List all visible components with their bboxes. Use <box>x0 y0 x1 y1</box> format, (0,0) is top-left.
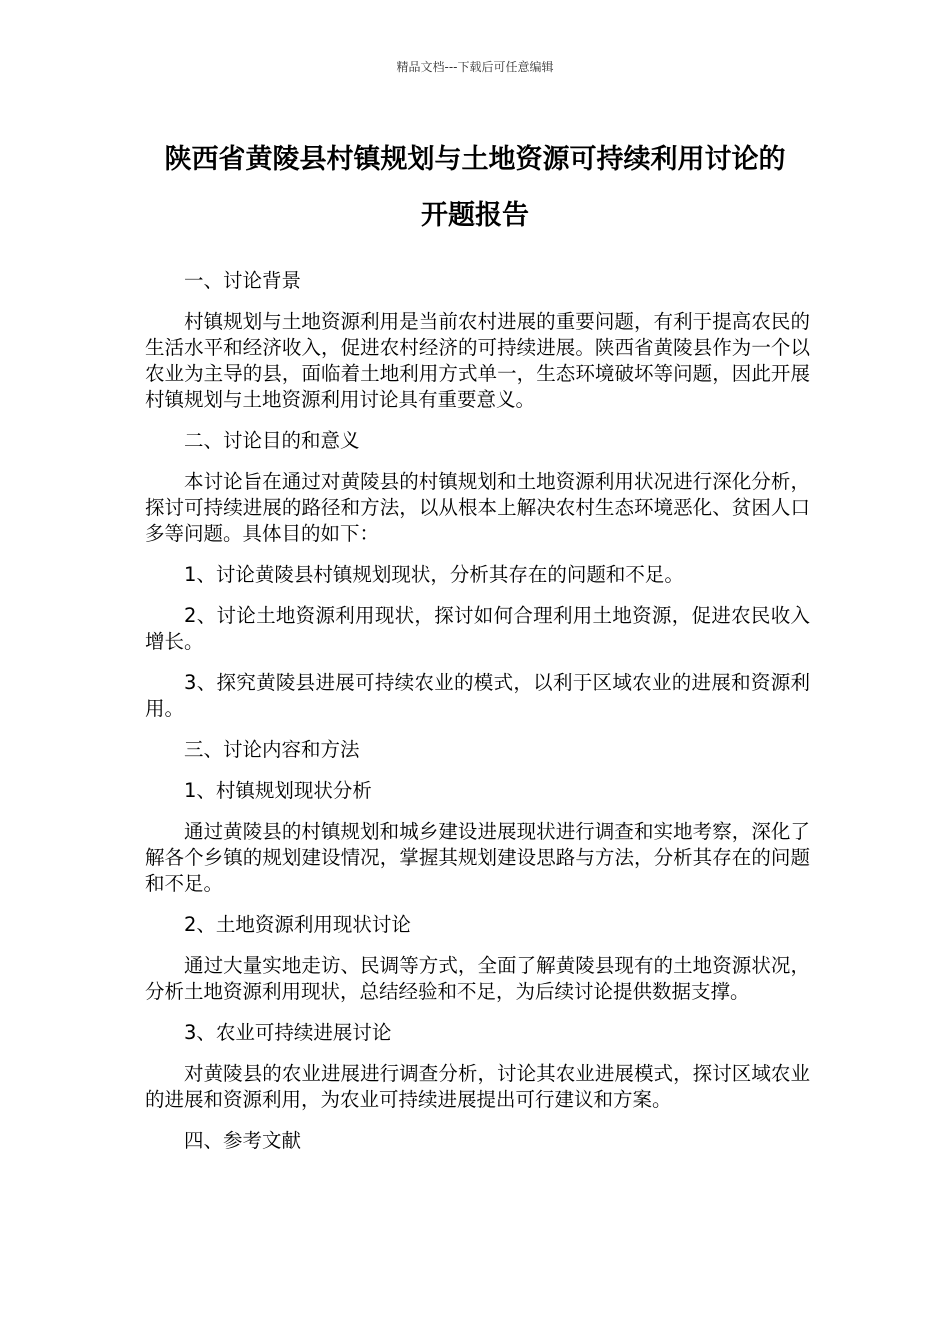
subheading-method-2: 2、土地资源利用现状讨论 <box>184 913 411 936</box>
document-title <box>120 132 830 244</box>
purpose-item-3: 3、探究黄陵县进展可持续农业的模式，以利于区域农业的进展和资源利用。 <box>145 671 810 720</box>
paragraph-background: 村镇规划与土地资源利用是当前农村进展的重要问题，有利于提高农民的生活水平和经济收入，促进农村经济的可持续进展。陕西省黄陵县作为一个以农业为主导的县，面临着土地利用方式单一，生态环境破坏等问题，因此开展村镇规划与土地资源利用讨论具有重要意义。 <box>145 310 810 411</box>
section-heading-references: 四、参考文献 <box>184 1129 302 1152</box>
paragraph-purpose: 本讨论旨在通过对黄陵县的村镇规划和土地资源利用状况进行深化分析，探讨可持续进展的路径和方法，以从根本上解决农村生态环境恶化、贫困人口多等问题。具体目的如下： <box>145 470 810 545</box>
purpose-item-1: 1、讨论黄陵县村镇规划现状，分析其存在的问题和不足。 <box>184 563 684 586</box>
subheading-method-1: 1、村镇规划现状分析 <box>184 779 372 802</box>
paragraph-method-3: 对黄陵县的农业进展进行调查分析，讨论其农业进展模式，探讨区域农业的进展和资源利用，为农业可持续进展提出可行建议和方案。 <box>145 1062 810 1111</box>
document-body <box>145 268 810 1169</box>
section-heading-background: 一、讨论背景 <box>184 269 302 292</box>
title-line-2: 开题报告 <box>421 200 529 231</box>
purpose-item-2: 2、讨论土地资源利用现状，探讨如何合理利用土地资源，促进农民收入增长。 <box>145 604 810 653</box>
paragraph-method-1: 通过黄陵县的村镇规划和城乡建设进展现状进行调查和实地考察，深化了解各个乡镇的规划建设情况，掌握其规划建设思路与方法，分析其存在的问题和不足。 <box>145 820 810 895</box>
section-heading-methods: 三、讨论内容和方法 <box>184 738 360 761</box>
page-header-note: 精品文档---下载后可任意编辑 <box>396 60 554 74</box>
subheading-method-3: 3、农业可持续进展讨论 <box>184 1021 392 1044</box>
paragraph-method-2: 通过大量实地走访、民调等方式，全面了解黄陵县现有的土地资源状况，分析土地资源利用现状，总结经验和不足，为后续讨论提供数据支撑。 <box>145 954 810 1003</box>
title-line-1: 陕西省黄陵县村镇规划与土地资源可持续利用讨论的 <box>164 144 786 175</box>
section-heading-purpose: 二、讨论目的和意义 <box>184 429 360 452</box>
